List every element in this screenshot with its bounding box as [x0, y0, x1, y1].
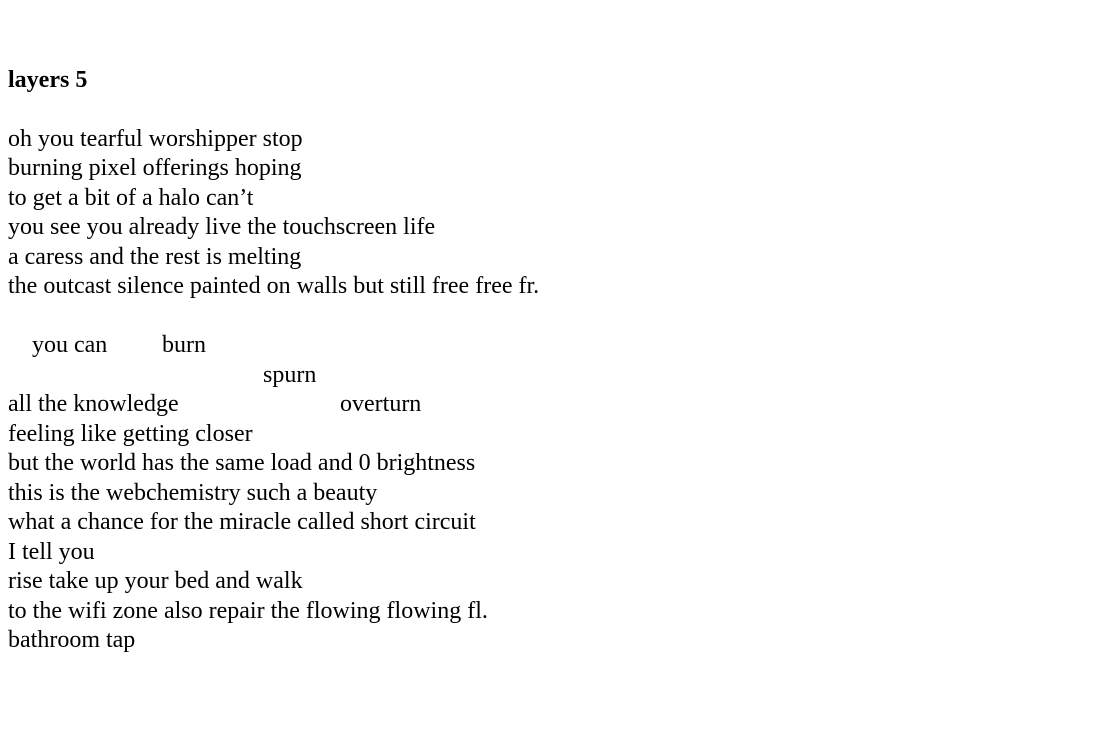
poem-line: rise take up your bed and walk — [8, 568, 303, 594]
poem-line: a caress and the rest is melting — [8, 243, 302, 270]
poem — [8, 66, 1088, 656]
poem-line: what a chance for the miracle called short circuit — [8, 509, 476, 535]
poem-word-overturn: overturn — [340, 391, 422, 417]
poem-word-spurn: spurn — [263, 361, 317, 388]
poem-line: I tell you — [8, 538, 95, 565]
poem-line: burning pixel offerings hoping — [8, 155, 302, 181]
poem-line-you-can: you can — [32, 332, 108, 358]
poem-line: bathroom tap — [8, 627, 136, 653]
poem-title: layers 5 — [8, 67, 88, 93]
poem-word-burn: burn — [162, 332, 206, 358]
poem-line: but the world has the same load and 0 brightness — [8, 450, 476, 476]
poem-line: oh you tearful worshipper stop — [8, 125, 303, 152]
poem-line: this is the webchemistry such a beauty — [8, 479, 378, 506]
poem-line: to the wifi zone also repair the flowing flowing fl. — [8, 597, 488, 624]
poem-line-you-can-burn — [8, 302, 1088, 358]
poem-line: you see you already live the touchscreen life — [8, 214, 436, 240]
poem-line: to get a bit of a halo can’t — [8, 184, 254, 211]
poem-line: feeling like getting closer — [8, 420, 253, 447]
poem-line: all the knowledge — [8, 391, 179, 417]
poem-line: the outcast silence painted on walls but still free free fr. — [8, 273, 540, 299]
